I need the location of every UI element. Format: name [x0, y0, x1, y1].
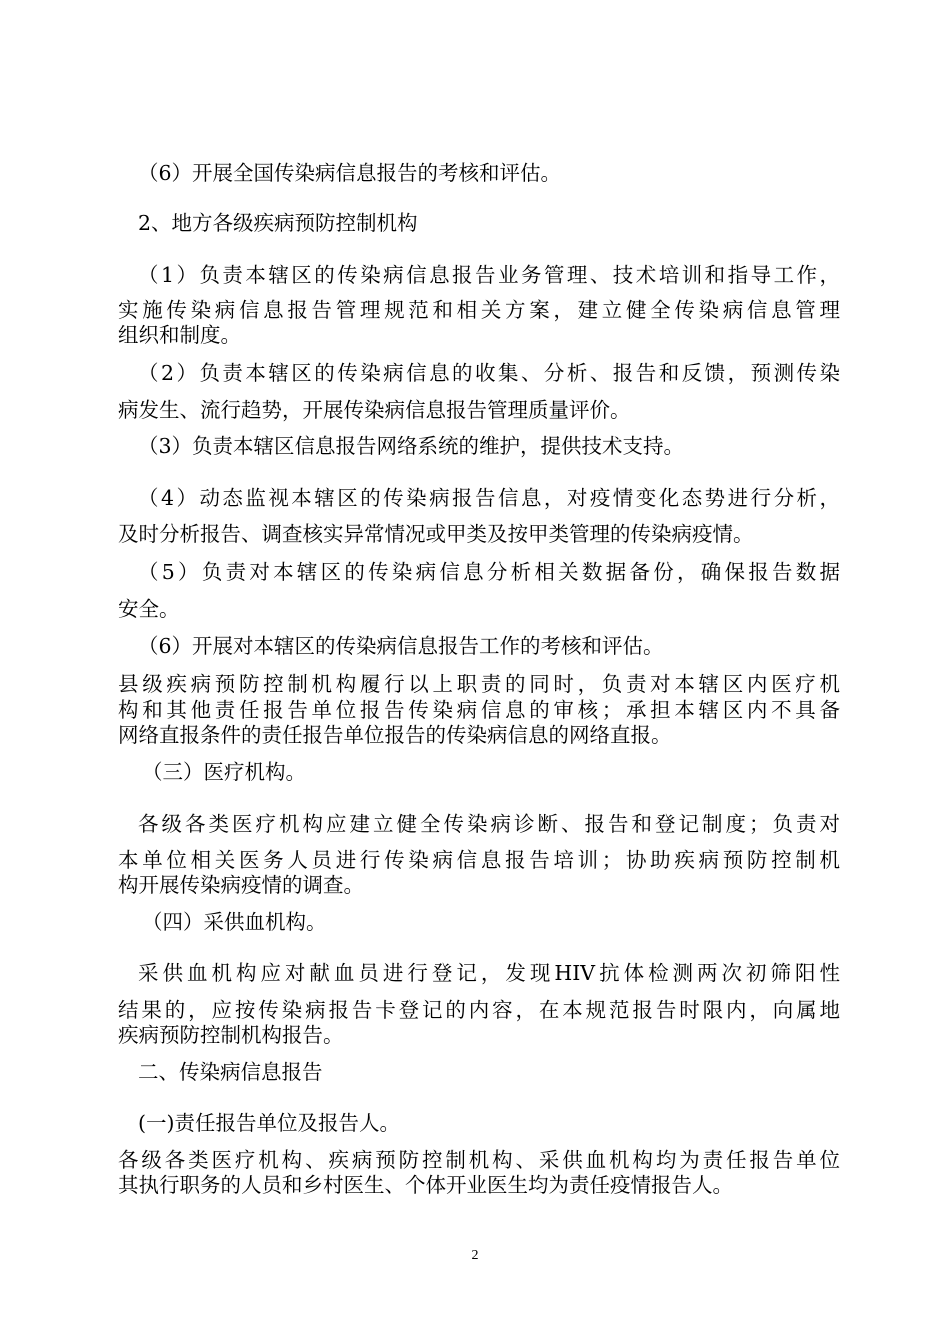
paragraph-line: 其执行职务的人员和乡村医生、个体开业医生均为责任疫情报告人。	[118, 1173, 733, 1197]
section-heading: 二、传染病信息报告	[138, 1060, 323, 1084]
paragraph-line: 安全。	[118, 597, 180, 621]
paragraph-line: （4）动态监视本辖区的传染病报告信息，对疫情变化态势进行分析，	[138, 486, 840, 510]
paragraph-line: 构开展传染病疫情的调查。	[118, 873, 364, 897]
page-number: 2	[471, 1248, 479, 1263]
paragraph-line: （1）负责本辖区的传染病信息报告业务管理、技术培训和指导工作，	[138, 263, 840, 287]
paragraph-line: 各级各类医疗机构、疾病预防控制机构、采供血机构均为责任报告单位	[118, 1148, 840, 1172]
paragraph-line: （6）开展对本辖区的传染病信息报告工作的考核和评估。	[138, 634, 664, 658]
paragraph-line: （2）负责本辖区的传染病信息的收集、分析、报告和反馈，预测传染	[138, 361, 840, 385]
paragraph-line: （5）负责对本辖区的传染病信息分析相关数据备份，确保报告数据	[138, 560, 840, 584]
paragraph-line: 结果的，应按传染病报告卡登记的内容，在本规范报告时限内，向属地	[118, 998, 840, 1022]
paragraph-line: 各级各类医疗机构应建立健全传染病诊断、报告和登记制度；负责对	[138, 812, 840, 836]
paragraph-line: 及时分析报告、调查核实异常情况或甲类及按甲类管理的传染病疫情。	[118, 522, 754, 546]
section-heading: （四）采供血机构。	[142, 910, 327, 934]
paragraph-line: 采供血机构应对献血员进行登记，发现HIV抗体检测两次初筛阳性	[138, 961, 840, 985]
section-heading: (一)责任报告单位及报告人。	[138, 1111, 400, 1135]
paragraph-line: 实施传染病信息报告管理规范和相关方案，建立健全传染病信息管理	[118, 298, 840, 322]
paragraph-line: 组织和制度。	[118, 323, 241, 347]
paragraph-line: 本单位相关医务人员进行传染病信息报告培训；协助疾病预防控制机	[118, 848, 840, 872]
paragraph-line: 病发生、流行趋势，开展传染病信息报告管理质量评价。	[118, 398, 631, 422]
section-heading: （三）医疗机构。	[142, 760, 306, 784]
paragraph-line: （6）开展全国传染病信息报告的考核和评估。	[138, 161, 562, 185]
paragraph-line: 县级疾病预防控制机构履行以上职责的同时，负责对本辖区内医疗机	[118, 672, 840, 696]
paragraph-line: （3）负责本辖区信息报告网络系统的维护，提供技术支持。	[138, 434, 685, 458]
paragraph-line: 疾病预防控制机构报告。	[118, 1023, 344, 1047]
paragraph-line: 网络直报条件的责任报告单位报告的传染病信息的网络直报。	[118, 723, 672, 747]
paragraph-line: 构和其他责任报告单位报告传染病信息的审核；承担本辖区内不具备	[118, 698, 840, 722]
section-heading: 2、地方各级疾病预防控制机构	[138, 211, 418, 235]
